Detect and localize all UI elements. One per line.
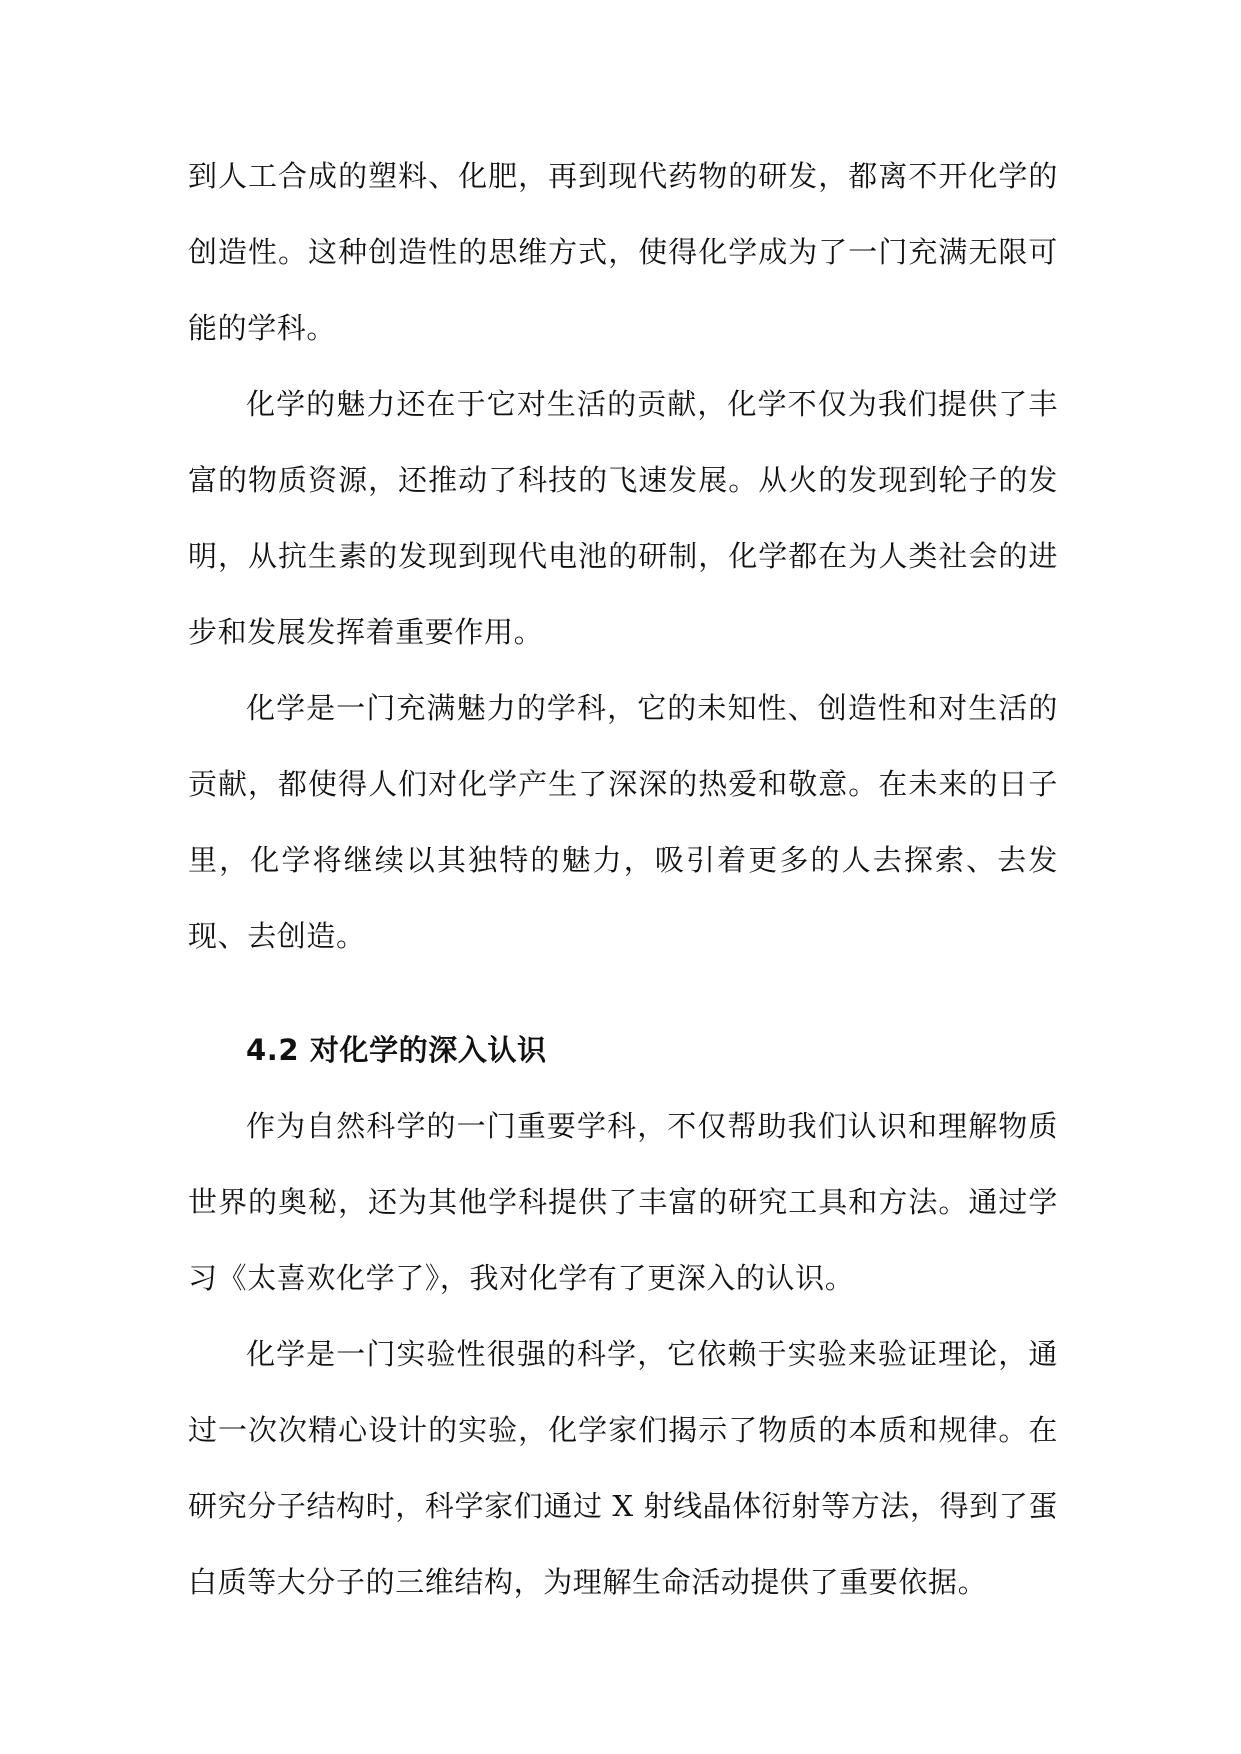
paragraph-charm-summary: 化学是一门充满魅力的学科，它的未知性、创造性和对生活的贡献，都使得人们对化学产生了深深的热爱和敬意。在未来的日子里，化学将继续以其独特的魅力，吸引着更多的人去探索、去发现、去创造。 (188, 691, 1058, 953)
paragraph-creativity-continued: 到人工合成的塑料、化肥，再到现代药物的研发，都离不开化学的创造性。这种创造性的思维方式，使得化学成为了一门充满无限可能的学科。 (188, 159, 1058, 345)
section-heading: 4.2 对化学的深入认识 (246, 1033, 547, 1067)
paragraph-deeper-understanding: 作为自然科学的一门重要学科，不仅帮助我们认识和理解物质世界的奥秘，还为其他学科提供了丰富的研究工具和方法。通过学习《太喜欢化学了》，我对化学有了更深入的认识。 (188, 1109, 1058, 1295)
paragraph-contribution-to-life: 化学的魅力还在于它对生活的贡献，化学不仅为我们提供了丰富的物质资源，还推动了科技的飞速发展。从火的发现到轮子的发明，从抗生素的发现到现代电池的研制，化学都在为人类社会的进步和发展发挥着重要作用。 (188, 387, 1058, 649)
paragraph-experimental-science: 化学是一门实验性很强的科学，它依赖于实验来验证理论，通过一次次精心设计的实验，化学家们揭示了物质的本质和规律。在研究分子结构时，科学家们通过 X 射线晶体衍射等方法，得到了蛋白质等大分子的三维结构，为理解生命活动提供了重要依据。 (188, 1337, 1058, 1599)
document-body (188, 138, 1058, 1620)
